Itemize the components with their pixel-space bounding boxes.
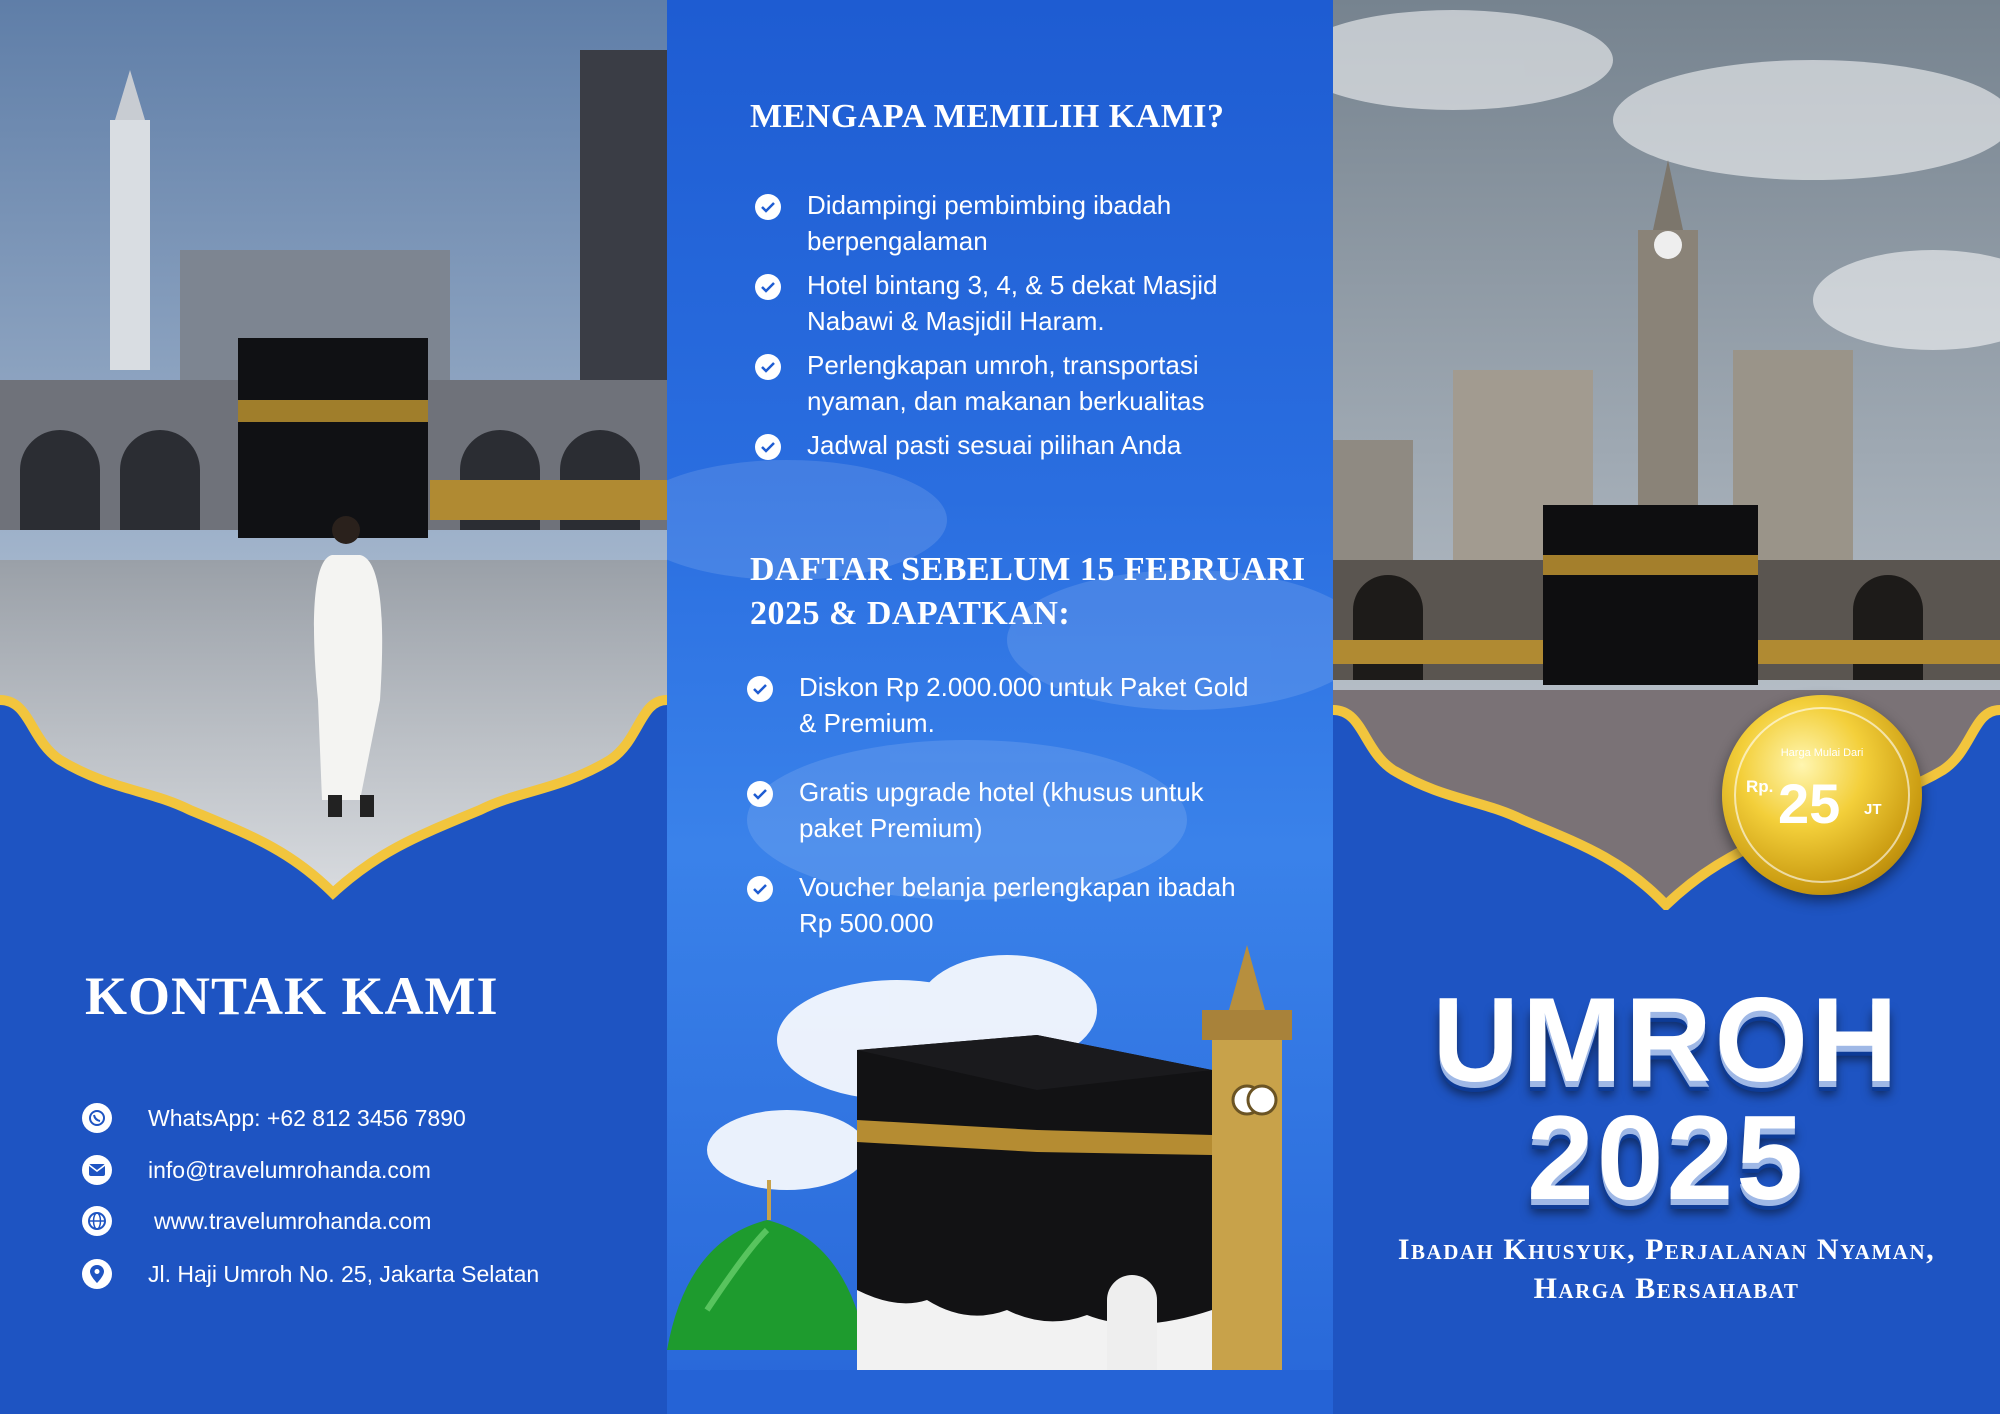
price-badge-caption: Harga Mulai Dari [1780, 747, 1864, 759]
check-icon [755, 434, 781, 460]
check-icon [747, 876, 773, 902]
price-badge [1722, 695, 1922, 895]
contact-title: KONTAK KAMI [85, 966, 499, 1026]
why-item [755, 188, 1275, 260]
kaaba-pilgrim-photo [0, 0, 667, 900]
why-item-text: Didampingi pembimbing ibadah berpengalaman [807, 190, 1172, 256]
price-badge-unit: JT [1864, 801, 1882, 818]
check-icon [747, 676, 773, 702]
contact-website-text: www.travelumrohanda.com [154, 1207, 432, 1234]
contact-address-text: Jl. Haji Umroh No. 25, Jakarta Selatan [148, 1260, 540, 1287]
whatsapp-icon [82, 1103, 112, 1133]
title-umroh: UMROH [1432, 973, 1901, 1107]
why-item [755, 268, 1275, 340]
middle-panel [667, 0, 1333, 1414]
mail-icon [82, 1155, 112, 1185]
why-choose-title: MENGAPA MEMILIH KAMI? [750, 98, 1225, 135]
price-badge-amount: 25 [1778, 772, 1841, 835]
contact-email-text: info@travelumrohanda.com [148, 1156, 431, 1183]
promo-item-text: Voucher belanja perlengkapan ibadah Rp 500.000 [799, 872, 1236, 938]
promo-title: DAFTAR SEBELUM 15 FEBRUARI 2025 & DAPATKAN: [750, 551, 1306, 633]
why-item-text: Hotel bintang 3, 4, & 5 dekat Masjid Nabawi & Masjidil Haram. [807, 270, 1218, 336]
promo-item-text: Gratis upgrade hotel (khusus untuk paket Premium) [799, 777, 1204, 843]
contact-whatsapp-text: WhatsApp: +62 812 3456 7890 [148, 1104, 466, 1131]
why-item-text: Jadwal pasti sesuai pilihan Anda [807, 430, 1182, 460]
contact-address [82, 1259, 539, 1289]
contact-website[interactable] [82, 1206, 431, 1236]
why-item [755, 428, 1275, 464]
promo-item [747, 775, 1267, 847]
check-icon [755, 354, 781, 380]
right-panel [1333, 0, 2000, 1414]
kaaba-illustration [667, 930, 1333, 1414]
why-item [755, 348, 1275, 420]
check-icon [755, 274, 781, 300]
check-icon [755, 194, 781, 220]
price-badge-currency: Rp. [1746, 777, 1774, 796]
contact-email[interactable] [82, 1155, 431, 1185]
left-panel [0, 0, 667, 1414]
globe-icon [82, 1206, 112, 1236]
title-year: 2025 [1527, 1091, 1806, 1225]
tagline: Ibadah Khusyuk, Perjalanan Nyaman, Harga Bersahabat [1397, 1233, 1936, 1305]
location-pin-icon [82, 1259, 112, 1289]
promo-item [747, 670, 1267, 742]
why-item-text: Perlengkapan umroh, transportasi nyaman, dan makanan berkualitas [807, 350, 1205, 416]
promo-item-text: Diskon Rp 2.000.000 untuk Paket Gold & Premium. [799, 672, 1249, 738]
check-icon [747, 781, 773, 807]
contact-whatsapp[interactable] [82, 1103, 466, 1133]
